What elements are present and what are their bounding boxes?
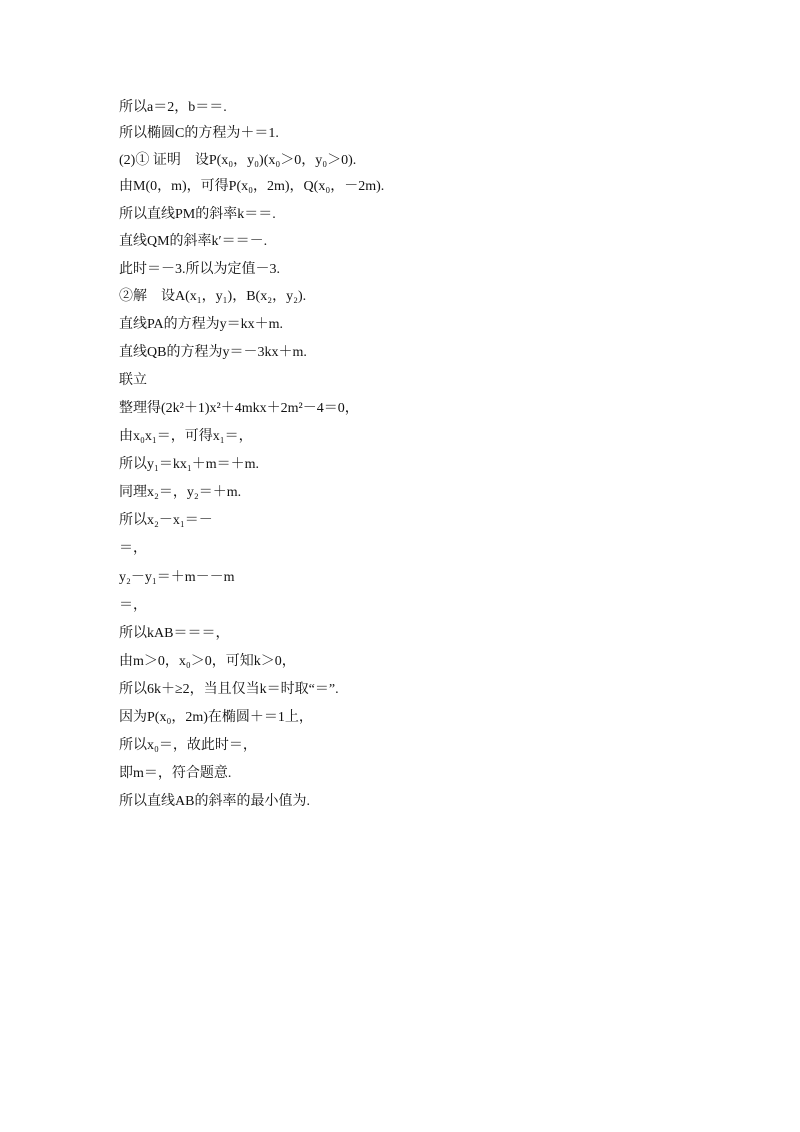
text-line: 所以kAB＝＝＝， xyxy=(119,626,230,641)
text-line: 直线QM的斜率k′＝＝－. xyxy=(119,234,268,249)
text-line: (2)① 证明 设P(x₀，y₀)(x₀＞0，y₀＞0). xyxy=(119,153,357,168)
text-line: 所以x₂－x₁＝－ xyxy=(119,513,213,528)
text-line: 由x₀x₁＝，可得x₁＝， xyxy=(119,429,253,444)
text-line: 所以x₀＝，故此时＝， xyxy=(119,738,257,753)
text-line: 整理得(2k²＋1)x²＋4mkx＋2m²－4＝0， xyxy=(119,401,359,416)
text-line: 由M(0，m)，可得P(x₀，2m)，Q(x₀，－2m). xyxy=(119,179,385,194)
text-line: 直线QB的方程为y＝－3kx＋m. xyxy=(119,345,307,360)
text-line: ＝， xyxy=(119,541,147,556)
text-line: 所以a＝2，b＝＝. xyxy=(119,100,227,115)
text-line: 直线PA的方程为y＝kx＋m. xyxy=(119,317,284,332)
text-line: 联立 xyxy=(119,373,147,388)
text-line: ②解 设A(x₁，y₁)，B(x₂，y₂). xyxy=(119,289,307,304)
text-line: 所以直线PM的斜率k＝＝. xyxy=(119,207,276,222)
text-line: 即m＝，符合题意. xyxy=(119,766,232,781)
text-line: y₂－y₁＝＋m－－m xyxy=(119,570,235,585)
text-line: 因为P(x₀，2m)在椭圆＋＝1上， xyxy=(119,710,313,725)
text-line: 由m＞0，x₀＞0，可知k＞0， xyxy=(119,654,296,669)
text-line: 所以y₁＝kx₁＋m＝＋m. xyxy=(119,457,260,472)
text-line: 所以6k＋≥2，当且仅当k＝时取“＝”. xyxy=(119,682,339,697)
text-line: ＝， xyxy=(119,598,147,613)
text-line: 所以直线AB的斜率的最小值为. xyxy=(119,794,310,809)
text-line: 此时＝－3.所以为定值－3. xyxy=(119,262,280,277)
text-line: 同理x₂＝，y₂＝＋m. xyxy=(119,485,242,500)
text-line: 所以椭圆C的方程为＋＝1. xyxy=(119,126,279,141)
